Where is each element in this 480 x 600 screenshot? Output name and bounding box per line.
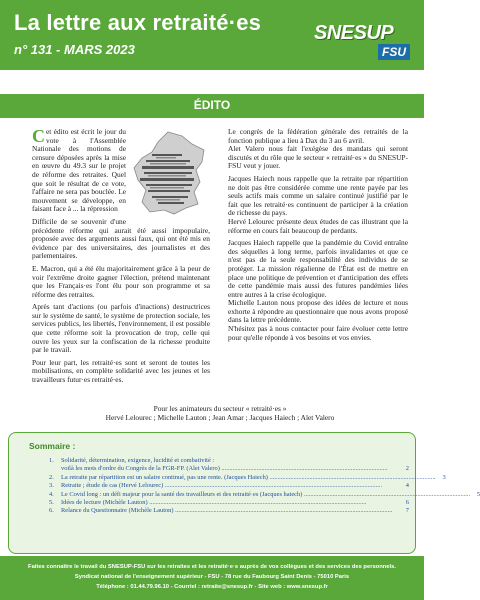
footer-line: Syndicat national de l'enseignement supérieur - FSU - 78 rue du Faubourg Saint Denis - 75010 Paris <box>74 574 350 580</box>
france-word-cloud-map-image <box>130 130 210 216</box>
edito-paragraph: C et édito est écrit le jour du vote à l'Assemblée Nationale des motions de censure déposées après la mise en œuvre du 49.3 sur le projet de réforme des retraites. Quel que soit le résultat de ce vote, l'affaire ne sera pas bouclée. Le mouvement se développe, en faisant face à ... la répression <box>32 128 210 214</box>
summary-list <box>49 457 480 516</box>
snesup-fsu-logo <box>314 20 416 64</box>
edito-paragraph: Alet Valero nous fait l'exégèse des mandats qui seront discutés et du rôle que le secteur « retraité·es » du SNESUP-FSU veut y jouer. <box>228 144 408 171</box>
edito-paragraph: Jacques Haiech rappelle que la pandémie du Covid entraîne des séquelles à long terme, parfois invalidantes et que ce n'est pas de la seule responsabilité des individus de se protéger. La mission régalienne de l'État est de mettre en place une politique de prévention et d'anticipation des effets de cette pandémie mais aussi des futures pandémies liées entre autres à la crise écologique. <box>228 238 408 299</box>
edito-paragraph: E. Macron, qui a été élu majoritairement grâce à la peur de voir l'extrême droite gagner l'élection, prétend maintenant que les Français·es l'ont élu pour son programme et sa réforme des retraites. <box>32 263 210 299</box>
signature-names: Hervé Lelourec ; Michelle Lauton ; Jean Amar ; Jacques Haiech ; Alet Valero <box>105 413 335 422</box>
summary-item[interactable]: 2. La retraite par répartition est un salaire continué, pas une rente. (Jacques Haiech) ........................................................................................................ 3 <box>49 473 446 481</box>
logo-sub-text: FSU <box>378 44 410 60</box>
header-banner <box>0 0 424 70</box>
summary-title: Sommaire : <box>29 441 76 451</box>
summary-item[interactable]: 1. Solidarité, détermination, exigence, lucidité et combativité : <box>49 457 215 464</box>
signature-line: Pour les animateurs du secteur « retraité·es » <box>153 404 287 413</box>
edito-paragraph: Le congrès de la fédération générale des retraités de la fonction publique a lieu à Dax du 3 au 6 avril. <box>228 127 408 145</box>
edito-paragraph: Après tant d'actions (ou parfois d'inactions) destructrices sur le système de santé, le système de protection sociale, les services publics, les libertés, l'environnement, il est possible que cette réforme soit la provocation de trop, celle qui ouvre les yeux sur la confiscation de la richesse produite par le travail. <box>32 302 210 355</box>
signature-block <box>32 404 408 422</box>
issue-number: n° 131 - MARS 2023 <box>14 42 135 57</box>
section-title-bar <box>0 94 424 118</box>
edito-paragraph: Jacques Haiech nous rappelle que la retraite par répartition ne doit pas être considérée comme une rente payée par les seuls actifs mais comme un salaire continué justifié par le fait que les retraité·es continuent de participer à la création de richesse du pays. <box>228 173 408 218</box>
edito-paragraph: N'hésitez pas à nous contacter pour faire évoluer cette lettre pour qu'elle réponde à vos besoins et vos envies. <box>228 324 408 342</box>
edito-right-column <box>228 128 408 346</box>
footer-contact: Téléphone : 01.44.79.96.10 - Courriel : retraite@snesup.fr - Site web : www.snesup.fr <box>96 584 328 590</box>
newsletter-title: La lettre aux retraité·es <box>14 10 262 35</box>
drop-cap: C <box>32 126 45 146</box>
summary-item[interactable]: 5. Idées de lecture (Michèle Lauton) ........................................................................................................................................ 6 <box>49 499 409 507</box>
edito-left-column <box>32 128 210 389</box>
footer-line: Faites connaître le travail du SNESUP-FSU sur les retraites et les retraité·e·s auprès de vos collègues et des services des personnels. <box>28 564 396 570</box>
summary-item[interactable]: 4. Le Covid long : un défi majeur pour la santé des travailleurs et des retraité·es (Jacques haiech) ........................................................................................................ 5 <box>49 490 480 498</box>
summary-item[interactable]: voilà les mots d'ordre du Congrès de la FGR-FP. (Alet Valero) ........................................................................................................ 2 <box>61 465 409 473</box>
edito-paragraph: Pour leur part, les retraité·es sont et seront de toutes les mobilisations, en complète solidarité avec les jeunes et les travailleurs futur·es retraité·es. <box>32 357 210 385</box>
edito-paragraph: Hervé Lelourec présente deux études de cas illustrant que la réforme en cours fait beaucoup de perdants. <box>228 216 408 235</box>
summary-item[interactable]: 6. Relance du Questionnaire (Michèle Lauton) ........................................................................................................................................ 7 <box>49 507 409 515</box>
logo-text: SNESUP <box>314 22 394 44</box>
edito-paragraph: Michelle Lauton nous propose des idées de lecture et nous exhorte à répondre au questionnaire que nous avons proposé dans la lettre précédente. <box>228 298 408 325</box>
summary-item[interactable]: 3. Retraite ; étude de cas (Hervé Lelourec) ........................................................................................................................................ 4 <box>49 482 409 490</box>
summary-box <box>8 432 480 554</box>
section-title: ÉDITO <box>193 98 231 112</box>
footer-banner <box>0 556 424 600</box>
edito-paragraph: Difficile de se souvenir d'une précédente réforme qui aurait été aussi impopulaire, proposée avec des arguments aussi faux, qui ont été mis en évidence par des universitaires, des journalistes et des parlementaires. <box>32 216 210 261</box>
